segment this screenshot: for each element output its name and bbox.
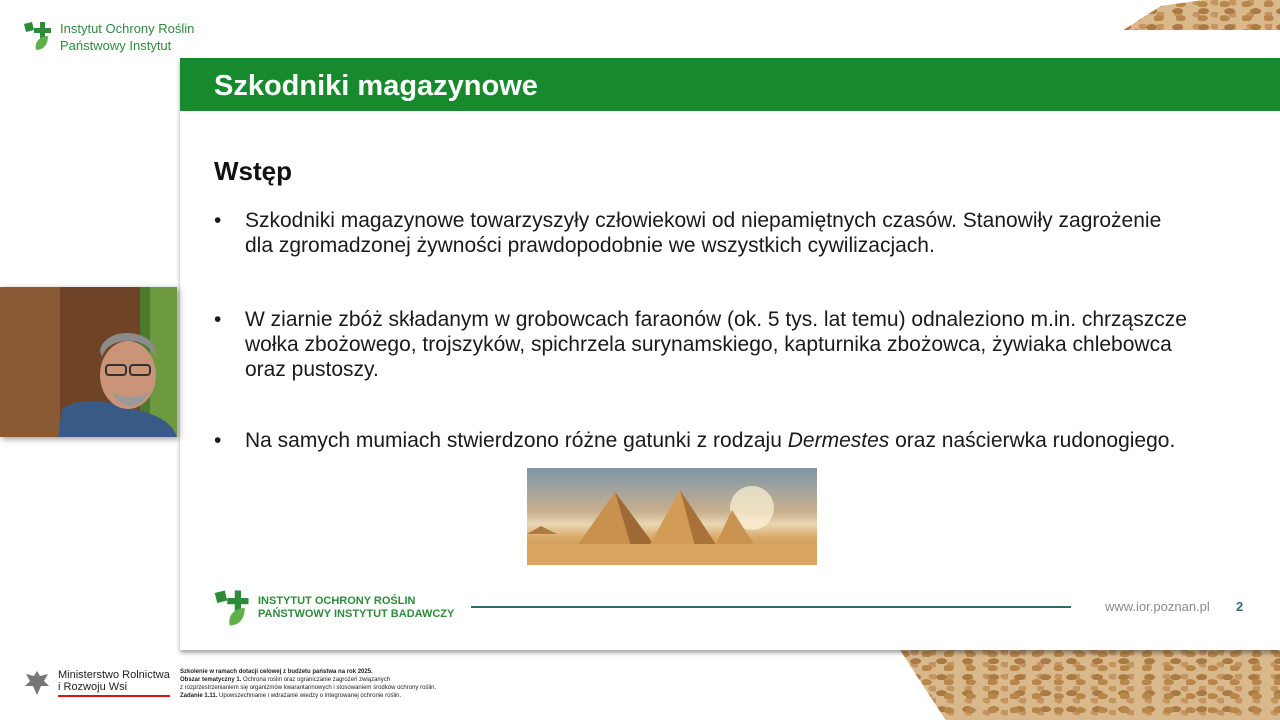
- header-org-line2: Państwowy Instytut: [60, 38, 172, 53]
- footer-divider: [471, 606, 1071, 608]
- footer-url: www.ior.poznan.pl: [1105, 599, 1210, 614]
- slide-title-bar: [180, 58, 1280, 111]
- bullet-item: [214, 307, 1194, 382]
- ior-logo-icon: [22, 20, 52, 52]
- bullet-text-after: oraz naścierwka rudonogiego.: [889, 429, 1176, 452]
- page-number: 2: [1236, 599, 1244, 614]
- footer-org-line1: INSTYTUT OCHRONY ROŚLIN: [258, 595, 416, 607]
- bullet-text-italic: Dermestes: [787, 429, 890, 452]
- bullet-text-before: Na samych mumiach stwierdzono różne gatunki z rodzaju: [245, 429, 788, 452]
- grain-decoration-bottom: [900, 650, 1280, 720]
- credits-line4-rest: Upowszechnianie i wdrażanie wiedzy o integrowanej ochronie roślin.: [217, 693, 402, 699]
- bullet-dot: •: [214, 209, 222, 232]
- ministry-logo: [22, 668, 170, 698]
- credits-line2-rest: Ochrona roślin oraz ograniczanie zagrożeń związanych: [241, 677, 391, 683]
- bullet-item: [214, 208, 1194, 258]
- bullet-dot: •: [214, 429, 222, 452]
- ior-logo-icon: [212, 588, 250, 628]
- credits-line3: z rozprzestrzenianiem się organizmów kwarantannowych i stosowaniem środków ochrony roślin.: [180, 685, 437, 691]
- grain-decoration-top: [1110, 0, 1280, 30]
- credits-line4-bold: Zadanie 1.11.: [180, 693, 218, 699]
- webcam-video[interactable]: [0, 287, 177, 437]
- funding-credits: [180, 668, 436, 700]
- bullet-dot: •: [214, 308, 222, 331]
- bullet-text: W ziarnie zbóż składanym w grobowcach faraonów (ok. 5 tys. lat temu) odnaleziono m.in. chrząszcze wołka zbożowego, trojszyków, spichrzela surynamskiego, kapturnika zbożowca, żywiaka chlebowca oraz pustoszy.: [245, 308, 1187, 381]
- bullet-text: [245, 428, 1175, 453]
- bullet-text: Szkodniki magazynowe towarzyszyły człowiekowi od niepamiętnych czasów. Stanowiły zagrożenie dla zgromadzonej żywności prawdopodobnie we wszystkich cywilizacjach.: [245, 209, 1162, 257]
- header-org-line1: Instytut Ochrony Roślin: [60, 21, 195, 36]
- ministry-line1: Ministerstwo Rolnictwa: [58, 669, 170, 681]
- pyramids-image: [527, 468, 817, 565]
- presentation-slide: [180, 58, 1280, 650]
- bullet-item: [214, 428, 1194, 453]
- footer-logo: [212, 588, 454, 628]
- ministry-line2: i Rozwoju Wsi: [58, 681, 128, 693]
- credits-line1: Szkolenie w ramach dotacji celowej z budżetu państwa na rok 2025.: [180, 669, 373, 675]
- header-logo: [22, 20, 202, 54]
- footer-org-line2: PAŃSTWOWY INSTYTUT BADAWCZY: [258, 608, 455, 620]
- credits-line2-bold: Obszar tematyczny 1.: [180, 677, 242, 683]
- slide-title: Szkodniki magazynowe: [214, 70, 538, 102]
- eagle-emblem-icon: [22, 668, 52, 698]
- section-title: Wstęp: [214, 156, 292, 186]
